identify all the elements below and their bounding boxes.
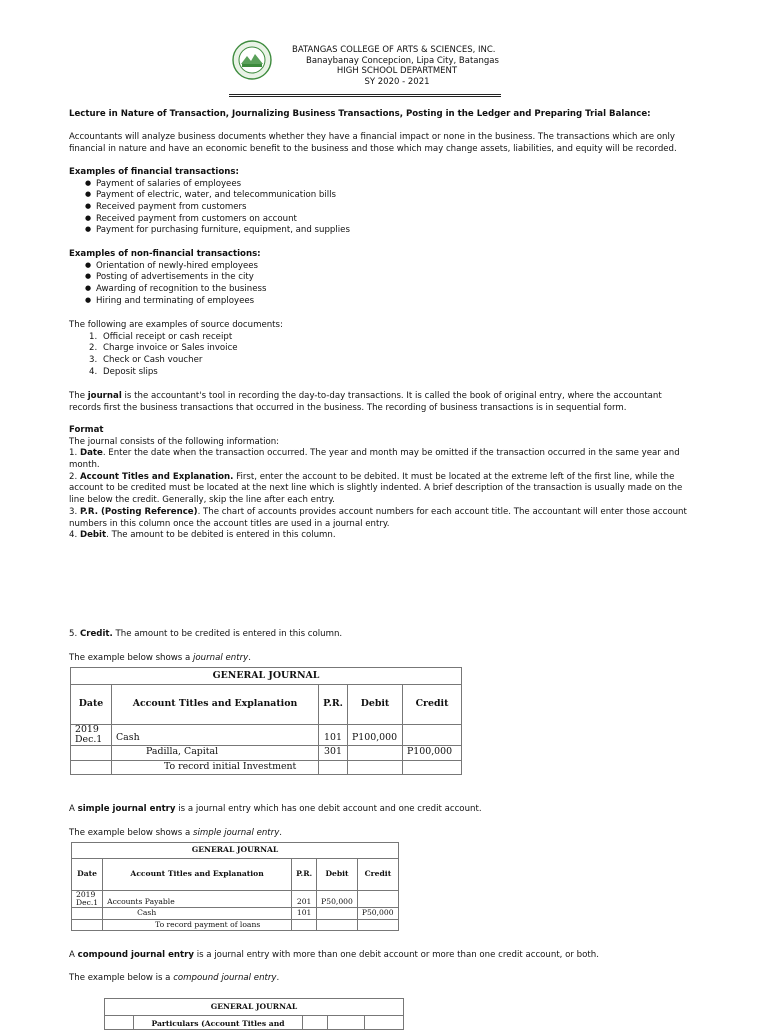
format-item-pr: 3. P.R. (Posting Reference). The chart of accounts provides account numbers for each account title. The accountant will enter those account numbers in this column once the account titles are used in a journal entry. bbox=[69, 506, 687, 529]
credit-cell bbox=[403, 760, 462, 774]
explanation: To record initial Investment bbox=[112, 760, 319, 774]
column-header: Account Titles and Explanation bbox=[103, 859, 292, 891]
pr-cell: 101 bbox=[292, 907, 317, 919]
date-cell bbox=[71, 760, 112, 774]
table-row: 2019 Dec.1 bbox=[72, 891, 103, 908]
list-item: 1. Official receipt or cash receipt bbox=[89, 331, 233, 342]
list-item: 2. Charge invoice or Sales invoice bbox=[89, 343, 238, 354]
column-header: Account Titles and Explanation bbox=[112, 685, 319, 725]
column-header bbox=[303, 1016, 328, 1030]
date-cell bbox=[72, 919, 103, 930]
column-header: P.R. bbox=[319, 685, 348, 725]
list-item: ● Payment for purchasing furniture, equipment, and supplies bbox=[69, 225, 695, 237]
simple-entry-paragraph: A simple journal entry is a journal entry which has one debit account and one credit account. bbox=[69, 804, 482, 814]
pr-cell bbox=[319, 760, 348, 774]
column-header: Debit bbox=[348, 685, 403, 725]
list-item: ● Orientation of newly-hired employees bbox=[69, 261, 695, 273]
list-item: ● Payment of electric, water, and telecommunication bills bbox=[69, 190, 695, 202]
journal-paragraph: The journal is the accountant's tool in recording the day-to-day transactions. It is called the book of original entry, where the accountant records first the business transactions that occurred in the business. The recording of business transactions is in sequential form. bbox=[69, 391, 662, 413]
source-documents-section bbox=[69, 320, 695, 378]
example-caption-2: The example below shows a simple journal entry. bbox=[69, 828, 283, 838]
list-item: ● Payment of salaries of employees bbox=[69, 179, 695, 191]
credit-cell bbox=[357, 919, 398, 930]
pr-cell bbox=[292, 919, 317, 930]
compound-entry-paragraph: A compound journal entry is a journal entry with more than one debit account or more than one credit account, or both. bbox=[69, 950, 599, 960]
list-item: ● Awarding of recognition to the business bbox=[69, 284, 695, 296]
column-header: Debit bbox=[317, 859, 358, 891]
list-item: 4. Deposit slips bbox=[89, 366, 158, 377]
intro-paragraph: Accountants will analyze business documents whether they have a financial impact or none in the business. The transactions which are only financial in nature and have an economic benefit to the business and those which may change assets, liabilities, and equity will be recorded. bbox=[69, 132, 677, 154]
general-journal-table-1 bbox=[70, 667, 462, 775]
header-rule-top bbox=[229, 94, 501, 95]
column-header bbox=[365, 1016, 404, 1030]
source-docs-intro: The following are examples of source documents: bbox=[69, 320, 283, 330]
example-caption-1: The example below shows a journal entry. bbox=[69, 653, 251, 663]
table-row: 2019 Dec.1 bbox=[71, 725, 112, 746]
format-heading: Format bbox=[69, 425, 104, 435]
credit-cell bbox=[357, 891, 398, 908]
financial-section bbox=[69, 167, 695, 237]
date-cell bbox=[71, 745, 112, 760]
date-cell bbox=[72, 907, 103, 919]
header-rule-bottom bbox=[229, 96, 501, 97]
financial-heading: Examples of financial transactions: bbox=[69, 167, 239, 177]
format-item-debit: 4. Debit. The amount to be debited is entered in this column. bbox=[69, 530, 336, 541]
format-section bbox=[69, 425, 695, 542]
format-item-account-titles: 2. Account Titles and Explanation. First, enter the account to be debited. It must be located at the extreme left of the first line, while the account to be credited must be located at the next line which is slightly indented. A brief description of the transaction is usually made on the line below the credit. Generally, skip the line after each entry. bbox=[69, 471, 683, 506]
list-item: ● Received payment from customers bbox=[69, 202, 695, 214]
department-name: HIGH SCHOOL DEPARTMENT bbox=[336, 66, 458, 77]
list-item: ● Received payment from customers on account bbox=[69, 214, 695, 226]
column-header: P.R. bbox=[292, 859, 317, 891]
nonfinancial-section bbox=[69, 249, 695, 307]
column-header: Date bbox=[72, 859, 103, 891]
table-title: GENERAL JOURNAL bbox=[72, 843, 399, 859]
table-title: GENERAL JOURNAL bbox=[71, 668, 462, 685]
column-header: Particulars (Account Titles and bbox=[134, 1016, 303, 1030]
example-caption-3: The example below is a compound journal entry. bbox=[69, 973, 280, 983]
school-seal-logo bbox=[232, 40, 272, 80]
debit-account: Accounts Payable bbox=[103, 891, 292, 908]
list-item: ● Hiring and terminating of employees bbox=[69, 296, 695, 308]
credit-cell: P50,000 bbox=[357, 907, 398, 919]
list-item: 3. Check or Cash voucher bbox=[89, 355, 203, 366]
format-intro: The journal consists of the following information: bbox=[69, 436, 280, 447]
list-item: ● Posting of advertisements in the city bbox=[69, 272, 695, 284]
format-item-credit: 5. Credit. The amount to be credited is entered in this column. bbox=[69, 629, 343, 639]
school-name: BATANGAS COLLEGE OF ARTS & SCIENCES, INC. bbox=[292, 45, 496, 55]
explanation: To record payment of loans bbox=[103, 919, 292, 930]
source-docs-list bbox=[69, 332, 695, 379]
debit-cell: P100,000 bbox=[348, 725, 403, 746]
school-address: Banaybanay Concepcion, Lipa City, Batangas bbox=[306, 55, 499, 66]
format-item-date: 1. Date. Enter the date when the transaction occurred. The year and month may be omitted if the transaction occurred in the same year and month. bbox=[69, 448, 680, 471]
debit-account: Cash bbox=[112, 725, 319, 746]
pr-cell: 201 bbox=[292, 891, 317, 908]
nonfinancial-heading: Examples of non-financial transactions: bbox=[69, 249, 261, 259]
debit-cell bbox=[317, 919, 358, 930]
nonfinancial-list bbox=[69, 261, 695, 308]
pr-cell: 101 bbox=[319, 725, 348, 746]
credit-cell: P100,000 bbox=[403, 745, 462, 760]
column-header bbox=[105, 1016, 134, 1030]
debit-cell: P50,000 bbox=[317, 891, 358, 908]
debit-cell bbox=[317, 907, 358, 919]
column-header: Credit bbox=[403, 685, 462, 725]
column-header: Date bbox=[71, 685, 112, 725]
general-journal-table-2 bbox=[71, 842, 399, 931]
table-title: GENERAL JOURNAL bbox=[105, 999, 404, 1016]
column-header: Credit bbox=[357, 859, 398, 891]
lecture-title: Lecture in Nature of Transaction, Journalizing Business Transactions, Posting in the Ledger and Preparing Trial Balance: bbox=[69, 109, 651, 119]
financial-list bbox=[69, 179, 695, 237]
general-journal-table-3 bbox=[104, 998, 404, 1030]
column-header bbox=[328, 1016, 365, 1030]
school-year: SY 2020 - 2021 bbox=[364, 76, 430, 87]
debit-cell bbox=[348, 745, 403, 760]
credit-account: Cash bbox=[103, 907, 292, 919]
credit-account: Padilla, Capital bbox=[112, 745, 319, 760]
credit-cell bbox=[403, 725, 462, 746]
pr-cell: 301 bbox=[319, 745, 348, 760]
debit-cell bbox=[348, 760, 403, 774]
letterhead bbox=[292, 45, 502, 88]
